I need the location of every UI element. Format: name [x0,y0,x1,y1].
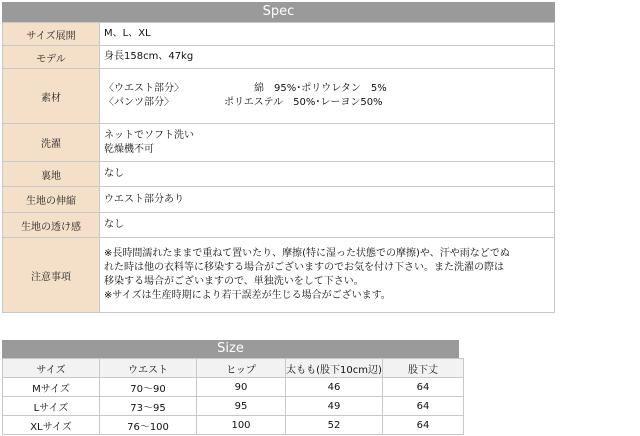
size-cell: Lサイズ [3,397,100,416]
wash-line-1: ネットでソフト洗い [104,129,194,141]
spec-row-wash [3,124,555,162]
spec-value-wash [100,124,555,162]
size-row-xl [3,416,464,435]
spec-label-sizes: サイズ展開 [3,23,100,46]
material-waist-value: 綿 95%･ポリウレタン 5% [254,83,387,94]
spec-value-stretch: ウエスト部分あり [100,187,555,213]
size-header-waist: ウエスト [100,359,197,378]
spec-label-material: 素材 [3,69,100,124]
size-cell: 70〜90 [100,378,197,397]
spec-value-material [100,69,555,124]
size-cell: XLサイズ [3,416,100,435]
spec-label-wash: 洗濯 [3,124,100,162]
size-cell: 64 [383,416,464,435]
size-row-l [3,397,464,416]
size-cell: 64 [383,378,464,397]
spec-value-sheer: なし [100,213,555,238]
size-table-header-row [3,359,464,378]
spec-row-sizes [3,23,555,46]
size-header-thigh: 太もも(股下10cm辺) [286,359,383,378]
spec-value-model: 身長158cm、47kg [100,46,555,69]
spec-value-lining: なし [100,162,555,187]
size-cell: 49 [286,397,383,416]
wash-line-2: 乾燥機不可 [104,143,154,155]
spec-value-notes [100,238,555,313]
size-cell: 46 [286,378,383,397]
spec-label-stretch: 生地の伸縮 [3,187,100,213]
spec-label-model: モデル [3,46,100,69]
spec-label-sheer: 生地の透け感 [3,213,100,238]
material-pants-part: 〈パンツ部分〉 [104,97,174,108]
size-section-title: Size [2,340,459,358]
notes-line-4: ※サイズは生産時期により若干誤差が生じる場合がございます。 [104,290,391,301]
size-cell: 100 [197,416,286,435]
spec-row-material [3,69,555,124]
size-cell: 90 [197,378,286,397]
notes-line-2: れた時は他の衣料等に移染する場合がございますのでお気を付け下さい。また洗濯の際は [104,262,504,273]
size-row-m [3,378,464,397]
spec-value-sizes: M、L、XL [100,23,555,46]
size-header-size: サイズ [3,359,100,378]
size-cell: 95 [197,397,286,416]
spec-section-title: Spec [2,2,555,22]
size-cell: 64 [383,397,464,416]
spec-label-notes: 注意事項 [3,238,100,313]
size-cell: 76〜100 [100,416,197,435]
size-cell: 52 [286,416,383,435]
size-header-hip: ヒップ [197,359,286,378]
notes-line-3: 移染する場合がございますので、単独洗いをして下さい。 [104,276,364,287]
spec-row-model [3,46,555,69]
spec-row-lining [3,162,555,187]
material-waist-part: 〈ウエスト部分〉 [104,83,184,94]
size-header-inseam: 股下丈 [383,359,464,378]
size-cell: 73〜95 [100,397,197,416]
spec-row-sheer [3,213,555,238]
spec-label-lining: 裏地 [3,162,100,187]
material-pants-value: ポリエステル 50%･レーヨン50% [224,97,383,108]
size-table [2,358,464,435]
notes-line-1: ※長時間濡れたままで重ねて置いたり、摩擦(特に湿った状態での摩擦)や、汗や雨などでぬ [104,248,510,259]
spec-row-notes [3,238,555,313]
spec-table [2,22,555,313]
spec-row-stretch [3,187,555,213]
size-cell: Mサイズ [3,378,100,397]
